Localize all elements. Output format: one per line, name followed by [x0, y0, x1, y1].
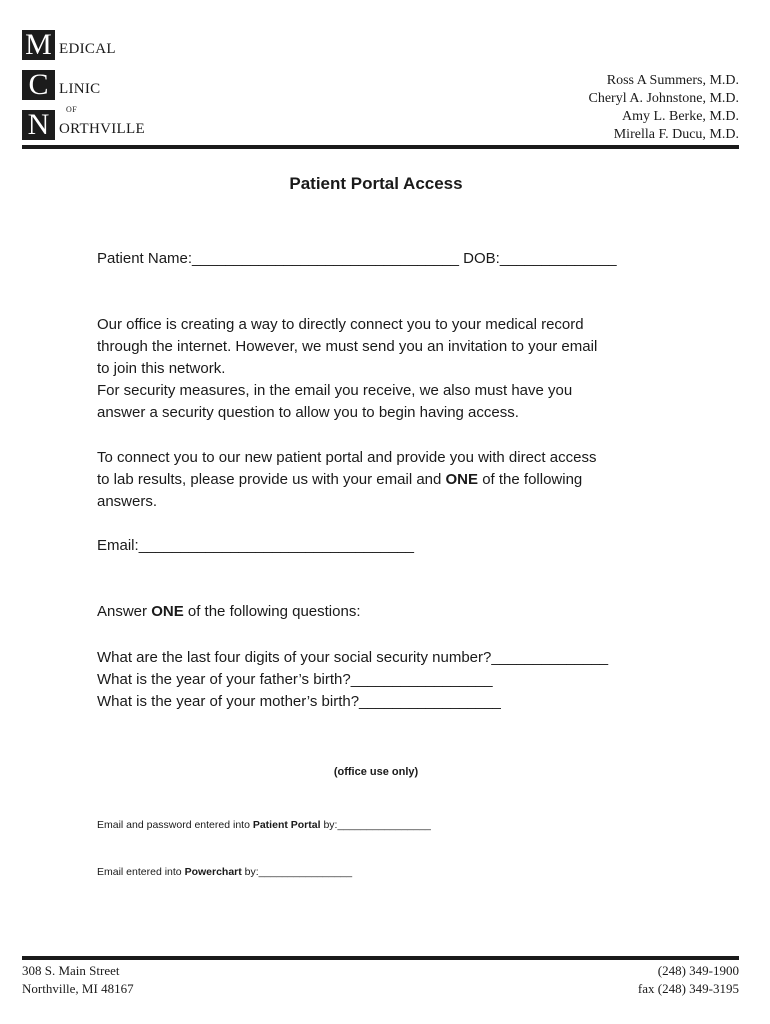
phone-number: (248) 349-1900	[657, 963, 739, 978]
footer-divider	[22, 956, 739, 960]
patient-portal-entry-field[interactable]: by:________________	[320, 819, 431, 831]
father-birth-question[interactable]: What is the year of your father’s birth?_________________	[97, 671, 493, 688]
page-title: Patient Portal Access	[289, 174, 463, 193]
logo-letter-m: M	[22, 30, 55, 60]
intro-line: Our office is creating a way to directly connect you to your medical record	[97, 316, 584, 333]
intro-line: For security measures, in the email you receive, we also must have you	[97, 382, 573, 399]
intro-line: through the internet. However, we must send you an invitation to your email	[97, 338, 598, 355]
doctors-list	[589, 72, 740, 144]
emphasis-one: ONE	[151, 603, 184, 620]
ssn-question[interactable]: What are the last four digits of your social security number?______________	[97, 649, 609, 666]
fax-number: fax (248) 349-3195	[637, 981, 739, 996]
doctor-name: Amy L. Berke, M.D.	[621, 109, 739, 124]
dob-field[interactable]: ______________	[499, 250, 617, 267]
connect-line: to lab results, please provide us with your email and ONE of the following	[97, 471, 583, 488]
patient-portal-label: Patient Portal	[252, 819, 321, 831]
footer-contact	[638, 962, 739, 998]
header-divider	[22, 145, 739, 149]
footer-address	[22, 962, 134, 998]
logo-word-northville: ORTHVILLE	[59, 121, 145, 137]
doctor-name: Mirella F. Ducu, M.D.	[613, 127, 739, 142]
powerchart-entry-line: Email entered into Powerchart by:________________	[97, 866, 353, 878]
logo-word-clinic: LINIC	[59, 81, 101, 97]
emphasis-one: ONE	[445, 471, 479, 488]
connect-line: To connect you to our new patient portal and provide you with direct access	[97, 449, 597, 466]
office-use-heading: (office use only)	[333, 766, 419, 778]
email-label: Email:	[97, 537, 139, 554]
powerchart-label: Powerchart	[184, 866, 242, 878]
connect-paragraph	[97, 447, 677, 513]
logo-word-of: OF	[66, 105, 78, 114]
patient-portal-entry-line: Email and password entered into Patient Portal by:________________	[97, 819, 431, 831]
logo-letter-c: C	[22, 70, 55, 100]
answer-heading: Answer ONE of the following questions:	[97, 603, 361, 620]
mother-birth-question[interactable]: What is the year of your mother’s birth?_________________	[97, 693, 501, 710]
patient-name-field[interactable]: ________________________________	[192, 250, 459, 267]
connect-line: answers.	[97, 493, 158, 510]
street-address: 308 S. Main Street	[22, 963, 120, 978]
powerchart-entry-field[interactable]: by:________________	[241, 866, 353, 878]
doctor-name: Ross A Summers, M.D.	[606, 73, 739, 88]
city-address: Northville, MI 48167	[22, 981, 134, 996]
email-line	[97, 537, 414, 554]
intro-line: answer a security question to allow you to begin having access.	[97, 404, 519, 421]
intro-line: to join this network.	[97, 360, 226, 377]
intro-paragraph	[97, 314, 677, 424]
dob-label: DOB:	[459, 250, 500, 267]
logo-word-medical: EDICAL	[59, 41, 116, 57]
patient-info-line	[97, 250, 617, 267]
patient-name-label: Patient Name:	[97, 250, 193, 267]
email-field[interactable]: _________________________________	[138, 537, 414, 554]
doctor-name: Cheryl A. Johnstone, M.D.	[588, 91, 739, 106]
security-questions	[97, 647, 677, 713]
logo-letter-n: N	[22, 110, 55, 140]
